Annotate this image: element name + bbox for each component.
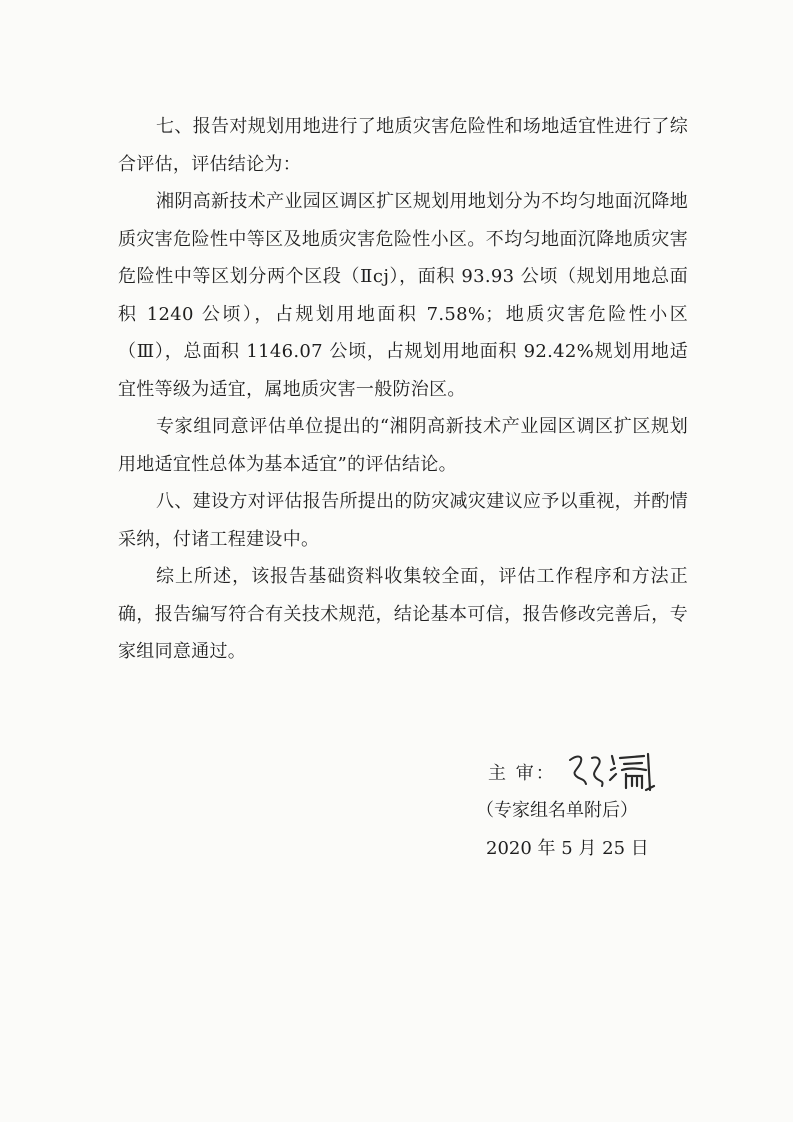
paragraph-expert-agreement: 专家组同意评估单位提出的“湘阴高新技术产业园区调区扩区规划用地适宜性总体为基本适宜”的评估结论。 [118, 416, 688, 475]
reviewer-label: 主 审： [488, 763, 556, 784]
paragraph-eight: 八、建设方对评估报告所提出的防灾减灾建议应予以重视，并酌情采纳，付诸工程建设中。 [118, 491, 688, 550]
paragraph-summary: 综上所述，该报告基础资料收集较全面，评估工作程序和方法正确，报告编写符合有关技术规范，结论基本可信，报告修改完善后，专家组同意通过。 [118, 566, 688, 662]
paragraph-seven: 七、报告对规划用地进行了地质灾害危险性和场地适宜性进行了综合评估，评估结论为： [118, 116, 688, 175]
paragraph-conclusion-detail: 湘阴高新技术产业园区调区扩区规划用地划分为不均匀地面沉降地质灾害危险性中等区及地质灾害危险性小区。不均匀地面沉降地质灾害危险性中等区划分两个区段（Ⅱcj），面积 93.93 公顷（规划用地总面积 1240 公顷），占规划用地面积 7.58%；地质灾害危险性小区（Ⅲ），总面积 1146.07 公顷，占规划用地面积 92.42%规划用地适宜性等级为适宜，属地质灾害一般防治区。 [118, 191, 688, 400]
reviewer-row [470, 752, 730, 792]
document-date: 2020 年 5 月 25 日 [486, 838, 649, 859]
signature-block [470, 752, 730, 866]
expert-list-note: （专家组名单附后） [476, 800, 638, 821]
document-body [118, 108, 688, 671]
handwritten-signature [562, 746, 658, 794]
